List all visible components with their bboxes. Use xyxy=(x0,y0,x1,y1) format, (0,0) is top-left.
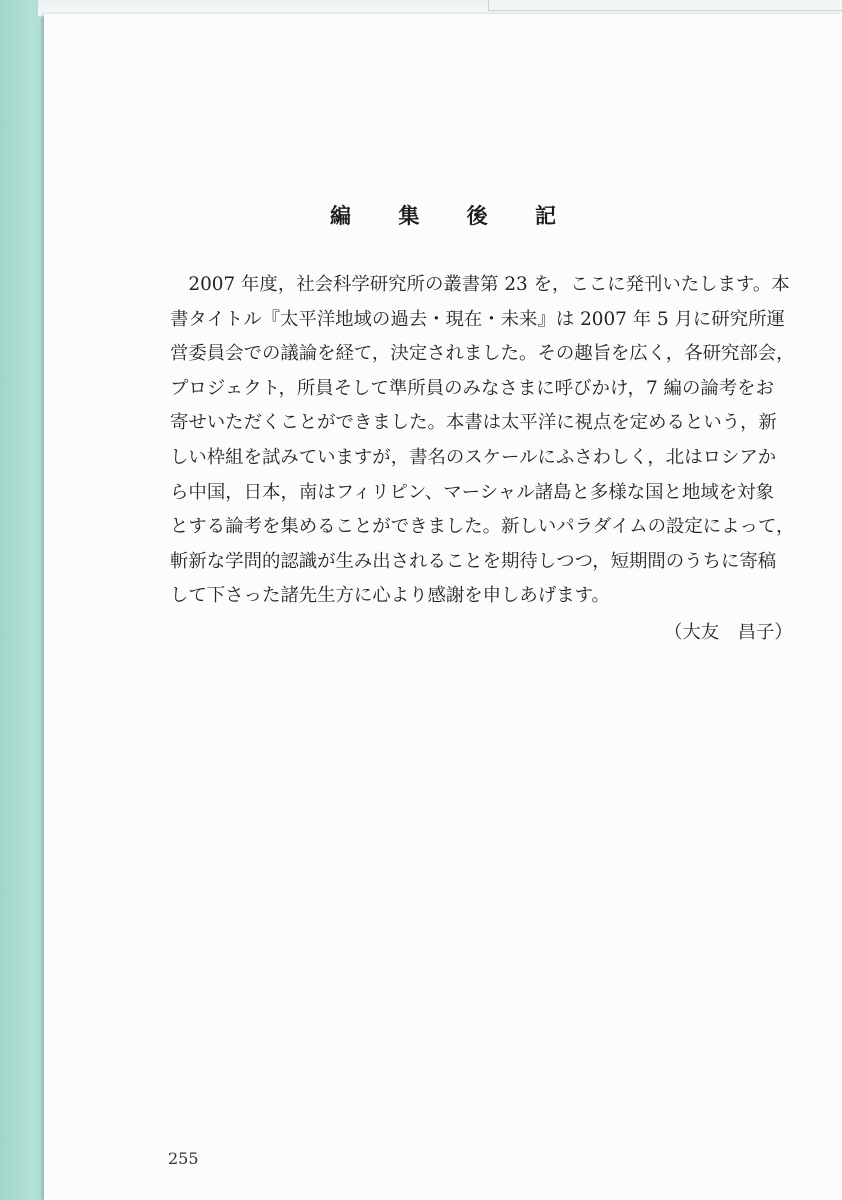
paragraph-line: とする論考を集めることができました。新しいパラダイムの設定によって， xyxy=(170,516,795,538)
afterword-paragraph xyxy=(170,268,795,614)
author-signature: （大友 昌子） xyxy=(664,622,793,643)
paragraph-line: ら中国，日本，南はフィリピン、マーシャル諸島と多様な国と地域を対象 xyxy=(170,481,774,503)
paragraph-line: プロジェクト，所員そして準所員のみなさまに呼びかけ，7 編の論考をお xyxy=(170,377,774,399)
paragraph-line: しい枠組を試みていますが，書名のスケールにふさわしく，北はロシアか xyxy=(170,446,777,468)
page-number: 255 xyxy=(168,1149,199,1168)
paragraph-line: 斬新な学問的認識が生み出されることを期待しつつ，短期間のうちに寄稿 xyxy=(170,550,777,572)
page-title: 編 集 後 記 xyxy=(330,203,576,228)
document-page xyxy=(44,14,842,1200)
paragraph-line: 営委員会での議論を経て，決定されました。その趣旨を広く，各研究部会， xyxy=(170,343,795,365)
paragraph-line: 書タイトル『太平洋地域の過去・現在・未来』は 2007 年 5 月に研究所運 xyxy=(170,308,785,330)
paragraph-line: して下さった諸先生方に心より感謝を申しあげます。 xyxy=(170,585,610,607)
paragraph-line: 寄せいただくことができました。本書は太平洋に視点を定めるという，新 xyxy=(170,412,777,434)
paragraph-line: 2007 年度，社会科学研究所の叢書第 23 を，ここに発刊いたします。本 xyxy=(170,274,790,295)
top-paper-tab xyxy=(488,0,842,11)
